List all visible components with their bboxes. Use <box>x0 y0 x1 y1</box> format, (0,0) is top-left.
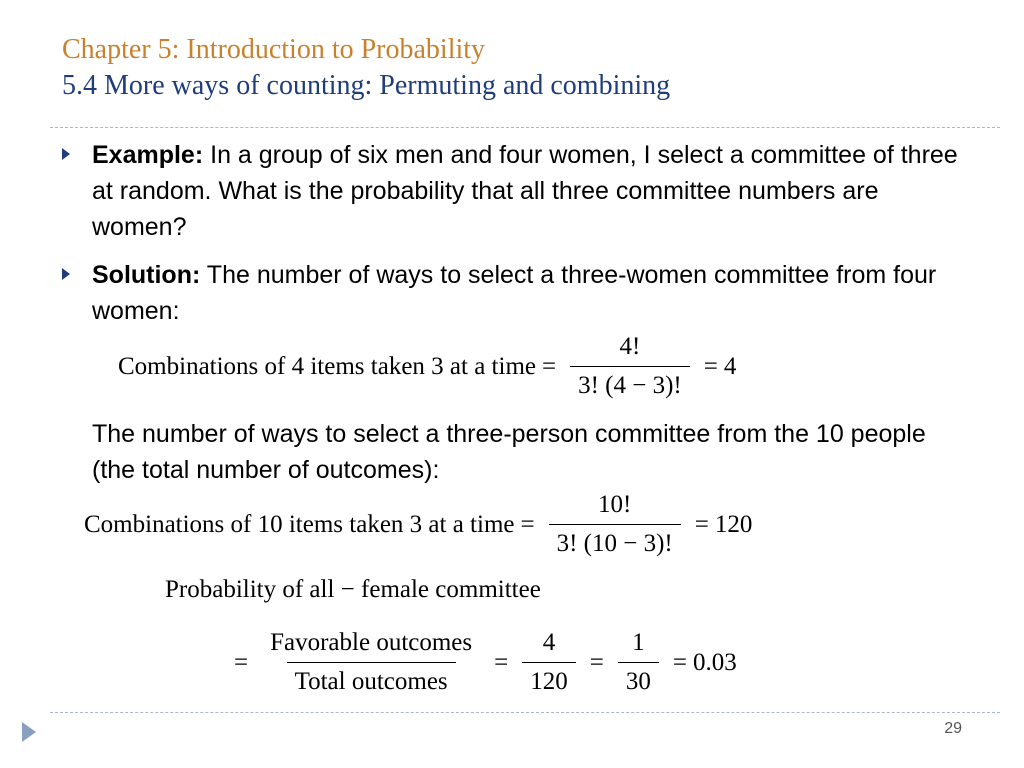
eq2-numerator: 10! <box>598 491 632 518</box>
total-outcomes-paragraph: The number of ways to select a three-person committee from the 10 people (the total number of outcomes): <box>92 420 926 484</box>
eq2-equals-2: = <box>694 510 709 538</box>
eq1-equals-2: = <box>703 352 718 380</box>
eq3-fraction-1 <box>262 628 480 697</box>
eq3-line1: Probability of all − female committee <box>165 576 541 603</box>
example-text: In a group of six men and four women, I select a committee of three at random. What is the probability that all three committee numbers are women? <box>92 141 958 241</box>
eq3-frac3-numerator: 1 <box>632 629 645 656</box>
eq3-equals-a: = <box>234 648 249 676</box>
example-paragraph <box>92 137 972 245</box>
page-number: 29 <box>944 720 962 737</box>
header-divider <box>50 127 1000 128</box>
slide-nav-arrow-icon[interactable] <box>22 722 36 742</box>
section-title: 5.4 More ways of counting: Permuting and combining <box>62 70 671 101</box>
eq2-fraction <box>549 490 681 559</box>
eq1-result: 4 <box>723 352 737 380</box>
footer-divider <box>50 712 1000 713</box>
solution-paragraph <box>92 257 972 329</box>
eq3-frac1-denominator: Total outcomes <box>287 662 456 697</box>
eq3-equals-b: = <box>494 648 509 676</box>
eq3-equals-c: = <box>589 648 604 676</box>
equation-combinations-4 <box>118 332 736 401</box>
eq2-denominator: 3! (10 − 3)! <box>549 524 681 559</box>
example-label: Example: <box>92 141 204 169</box>
eq3-frac2-denominator: 120 <box>522 662 576 697</box>
solution-text: The number of ways to select a three-women committee from four women: <box>92 261 937 325</box>
eq1-denominator: 3! (4 − 3)! <box>570 366 690 401</box>
bullet-arrow-icon <box>62 148 70 160</box>
eq3-frac3-denominator: 30 <box>618 662 659 697</box>
eq2-lhs: Combinations of 10 items taken 3 at a time <box>84 510 515 538</box>
solution-label: Solution: <box>92 261 201 289</box>
eq3-equals-d: = <box>672 648 687 676</box>
equation-probability <box>228 628 737 697</box>
eq2-result: 120 <box>714 510 753 538</box>
eq2-equals: = <box>520 510 535 538</box>
eq3-result: 0.03 <box>692 648 737 676</box>
bullet-arrow-icon <box>62 268 70 280</box>
eq1-lhs: Combinations of 4 items taken 3 at a time <box>118 352 536 380</box>
eq3-frac1-numerator: Favorable outcomes <box>270 629 473 656</box>
eq3-frac2-numerator: 4 <box>542 629 556 656</box>
equation-combinations-10 <box>84 490 752 559</box>
eq3-fraction-3 <box>618 628 659 697</box>
eq1-numerator: 4! <box>619 333 641 360</box>
chapter-title: Chapter 5: Introduction to Probability <box>62 34 486 65</box>
eq3-fraction-2 <box>522 628 576 697</box>
eq1-equals: = <box>541 352 557 380</box>
eq1-fraction <box>570 332 690 401</box>
